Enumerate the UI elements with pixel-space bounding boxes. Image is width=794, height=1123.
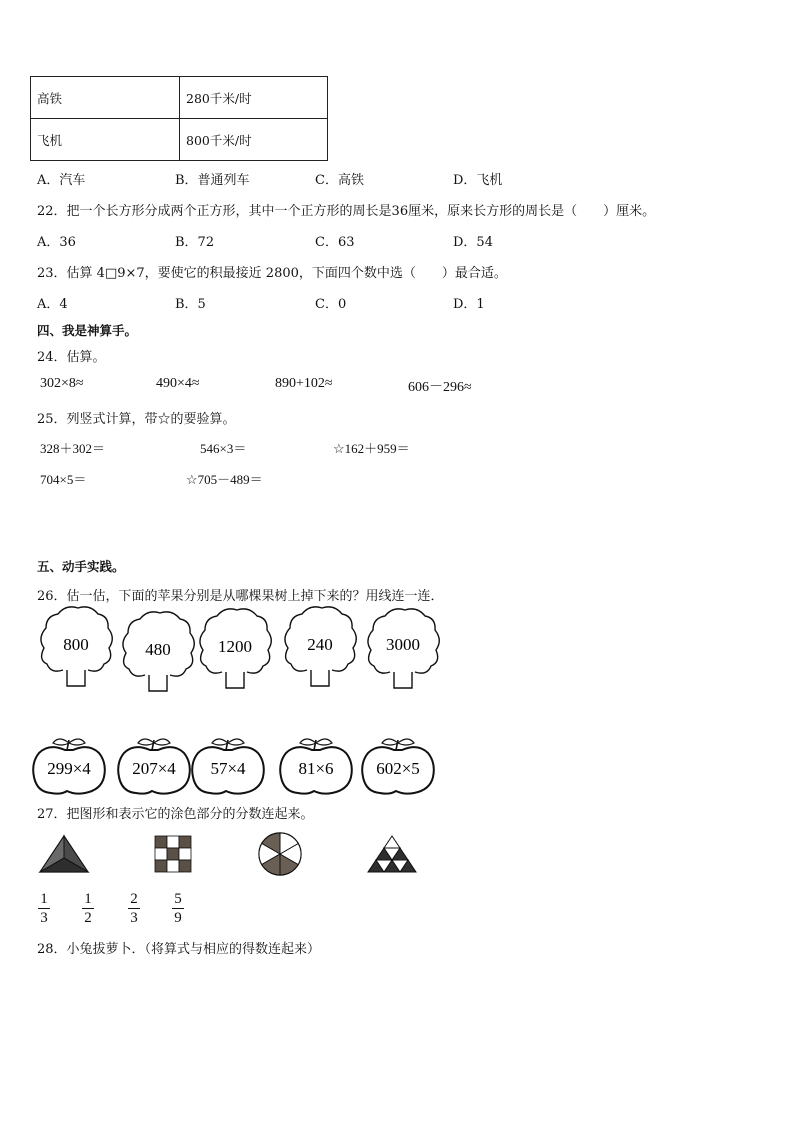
grid-figure — [155, 836, 191, 872]
q21-option-a: A．汽车 — [37, 173, 86, 188]
fraction-denominator: 3 — [130, 910, 138, 926]
q23-option-a: A．4 — [37, 297, 68, 312]
q24-item: 890+102≈ — [275, 376, 333, 391]
q25-item: 546×3＝ — [200, 441, 247, 456]
section-5-heading: 五、动手实践。 — [37, 559, 125, 574]
table-cell-speed: 800千米/时 — [180, 119, 328, 161]
fraction-denominator: 3 — [40, 910, 48, 926]
q24-item: 490×4≈ — [156, 376, 200, 391]
apple-expression: 207×4 — [132, 759, 176, 778]
q27-stem: 27．把图形和表示它的涂色部分的分数连起来。 — [37, 807, 314, 822]
triangle-grid-figure — [368, 836, 416, 872]
q21-option-c: C．高铁 — [315, 173, 364, 188]
table-cell-vehicle: 飞机 — [31, 119, 180, 161]
tree-value: 480 — [145, 640, 171, 659]
table-cell-speed: 280千米/时 — [180, 77, 328, 119]
apple-expression: 602×5 — [376, 759, 420, 778]
q23-stem: 23．估算 4□9×7，要使它的积最接近 2800，下面四个数中选（ ）最合适。 — [37, 266, 507, 281]
fraction-option — [36, 891, 52, 926]
tree-value: 1200 — [218, 637, 252, 656]
q21-option-d: D．飞机 — [453, 173, 503, 188]
q23-option-d: D．1 — [453, 297, 485, 312]
q22-option-d: D．54 — [453, 235, 493, 250]
q22-option-a: A．36 — [37, 235, 76, 250]
fraction-numerator: 5 — [174, 891, 182, 907]
fraction-option — [80, 891, 96, 926]
q22-option-c: C．63 — [315, 235, 355, 250]
tree-value: 240 — [307, 635, 333, 654]
q25-item: ☆162＋959＝ — [333, 441, 410, 456]
triangle-figure — [40, 836, 88, 872]
fraction-option — [170, 891, 186, 926]
fraction-numerator: 1 — [40, 891, 48, 907]
fraction-option — [126, 891, 142, 926]
q25-stem: 25．列竖式计算，带☆的要验算。 — [37, 412, 236, 427]
fraction-denominator: 9 — [174, 910, 182, 926]
q24-item: 302×8≈ — [40, 376, 84, 391]
fraction-numerator: 1 — [84, 891, 92, 907]
q24-item: 606－296≈ — [408, 380, 472, 395]
q22-stem: 22．把一个长方形分成两个正方形，其中一个正方形的周长是36厘米，原来长方形的周长是（ ）厘米。 — [37, 204, 656, 219]
table-cell-vehicle: 高铁 — [31, 77, 180, 119]
fraction-denominator: 2 — [84, 910, 92, 926]
tree-value: 800 — [63, 635, 89, 654]
apple-expression: 299×4 — [47, 759, 91, 778]
tree-value: 3000 — [386, 635, 420, 654]
apple-expression: 81×6 — [298, 759, 334, 778]
circle-figure — [259, 833, 301, 875]
apple-expression: 57×4 — [210, 759, 246, 778]
q25-item: ☆705－489＝ — [186, 472, 263, 487]
q21-option-b: B．普通列车 — [175, 173, 250, 188]
q28-stem: 28．小兔拔萝卜．（将算式与相应的得数连起来） — [37, 942, 321, 957]
q24-stem: 24．估算。 — [37, 350, 106, 365]
q23-option-b: B．5 — [175, 297, 206, 312]
q22-option-b: B．72 — [175, 235, 215, 250]
q23-option-c: C．0 — [315, 297, 347, 312]
fraction-numerator: 2 — [130, 891, 138, 907]
q25-item: 704×5＝ — [40, 472, 87, 487]
q26-stem: 26．估一估，下面的苹果分别是从哪棵果树上掉下来的？用线连一连． — [37, 589, 444, 604]
q25-item: 328＋302＝ — [40, 441, 106, 456]
section-4-heading: 四、我是神算手。 — [37, 323, 138, 338]
